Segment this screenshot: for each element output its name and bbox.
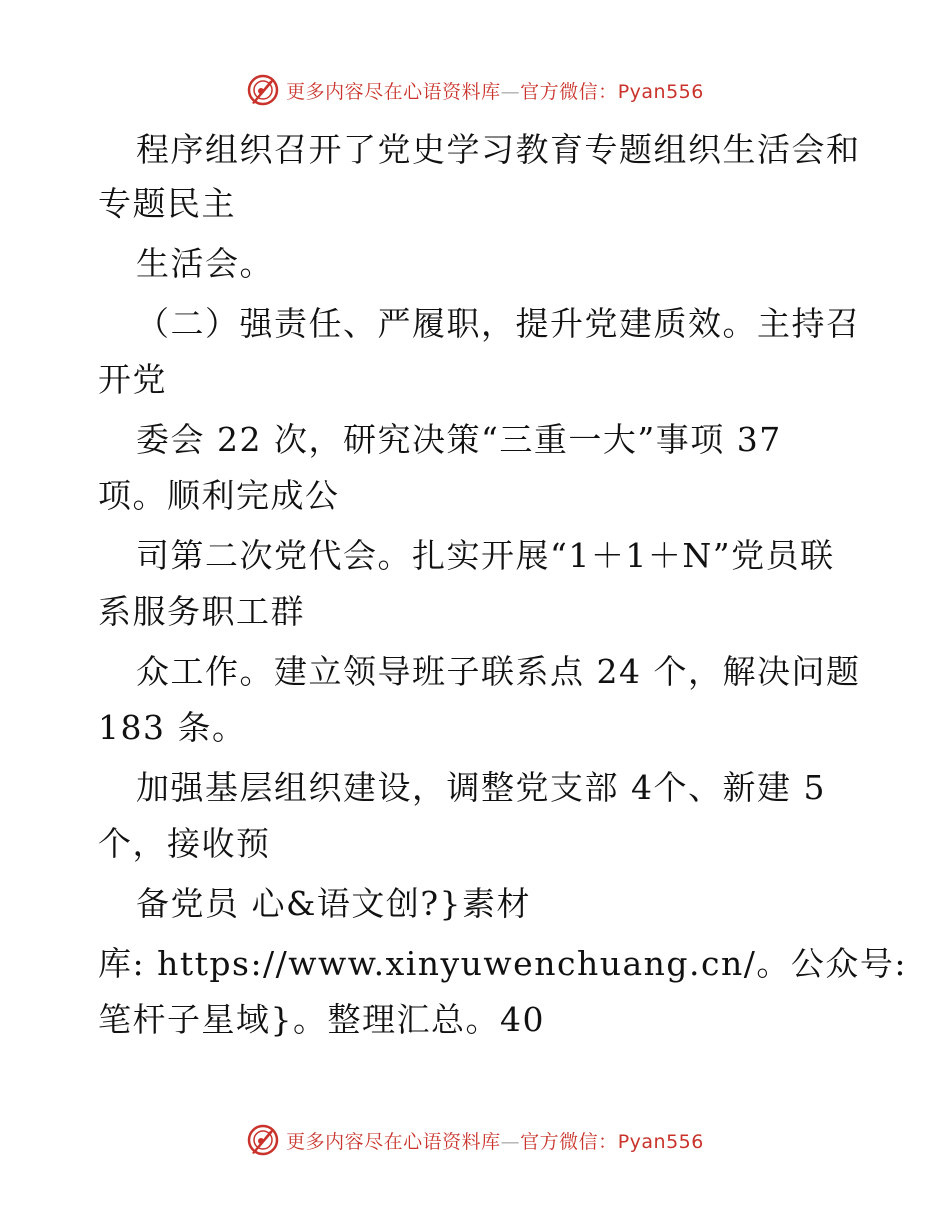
- banner-separator: —: [500, 1130, 521, 1153]
- banner-text: [286, 77, 704, 104]
- quill-pen-logo-icon: [246, 1123, 280, 1157]
- body-line: 笔杆子星域}。整理汇总。40: [98, 1000, 545, 1039]
- body-line: 程序组织召开了党史学习教育专题组织生活会和: [136, 130, 861, 169]
- banner-wechat-label: 官方微信：: [520, 80, 618, 103]
- body-line: 生活会。: [136, 244, 274, 283]
- banner-main-text: 更多内容尽在心语资料库: [286, 1130, 501, 1153]
- banner-wechat-id: Pyan556: [617, 80, 704, 103]
- body-line: 个，接收预: [98, 824, 271, 863]
- banner-separator: —: [500, 80, 521, 103]
- footer-banner: [0, 1120, 950, 1160]
- banner-main-text: 更多内容尽在心语资料库: [286, 80, 501, 103]
- body-line: 开党: [98, 360, 167, 399]
- quill-pen-logo-icon: [246, 73, 280, 107]
- banner-wechat-label: 官方微信：: [520, 1130, 618, 1153]
- body-line: 备党员 心&语文创?}素材: [136, 884, 532, 923]
- body-line: 司第二次党代会。扎实开展“1＋1＋N”党员联: [136, 536, 835, 575]
- body-line: 专题民主: [98, 184, 236, 223]
- banner-wechat-id: Pyan556: [617, 1130, 704, 1153]
- body-line: （二）强责任、严履职，提升党建质效。主持召: [136, 304, 861, 343]
- body-line: 众工作。建立领导班子联系点 24 个，解决问题: [136, 652, 861, 691]
- body-line: 库: https://www.xinyuwenchuang.cn/。公众号:: [98, 944, 907, 983]
- banner-text: [286, 1127, 704, 1154]
- body-line: 项。顺利完成公: [98, 476, 340, 515]
- header-banner: [0, 70, 950, 110]
- body-line: 183 条。: [98, 708, 247, 747]
- body-line: 加强基层组织建设，调整党支部 4个、新建 5: [136, 768, 826, 807]
- body-line: 系服务职工群: [98, 592, 305, 631]
- body-line: 委会 22 次，研究决策“三重一大”事项 37: [136, 420, 782, 459]
